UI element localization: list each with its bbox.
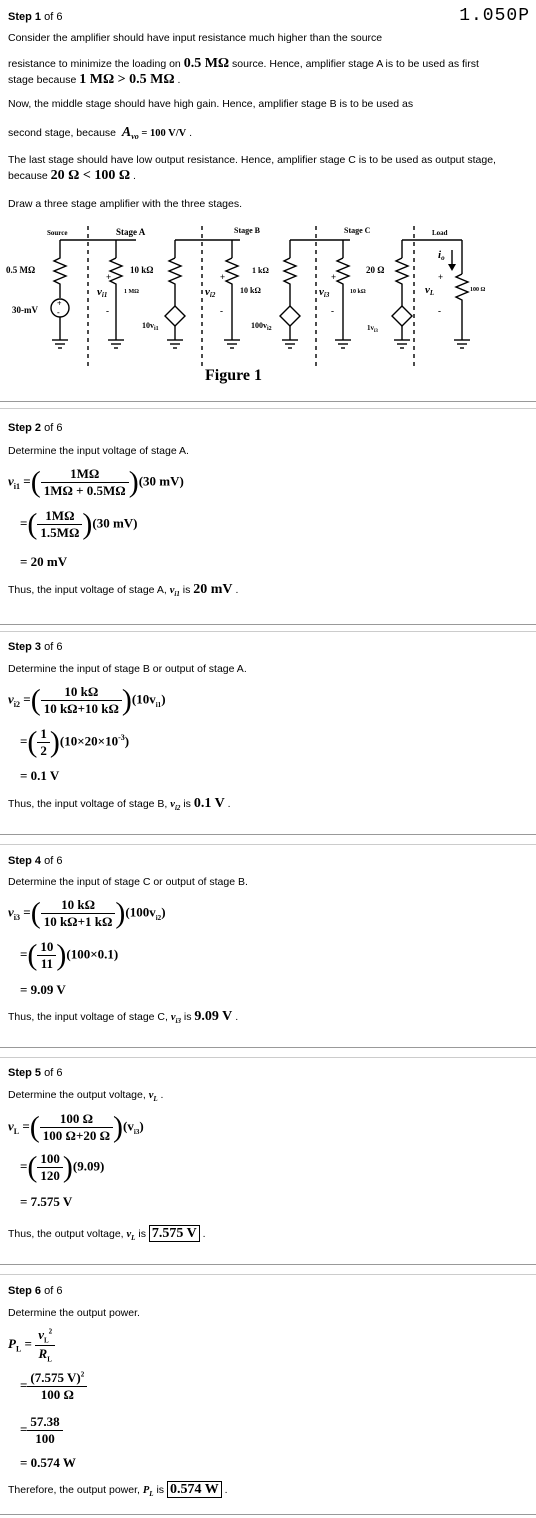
svg-text:10 kΩ: 10 kΩ — [240, 286, 261, 295]
separator — [0, 1057, 536, 1058]
step-1-line-3: stage because 1 MΩ > 0.5 MΩ . — [8, 72, 181, 87]
svg-text:+: + — [331, 272, 337, 282]
step-6-intro: Determine the output power. — [8, 1307, 140, 1319]
step-1-line-1: Consider the amplifier should have input resistance much higher than the source — [8, 32, 383, 44]
svg-text:Stage C: Stage C — [344, 226, 371, 235]
separator — [0, 408, 536, 409]
step-2-equation-2: =( $\frac{1M\Omega}{1.5M\Omega}$ )(30 mV) — [20, 507, 138, 541]
separator — [0, 401, 536, 402]
svg-text:+: + — [106, 272, 112, 282]
step-6-equation-1: $P_L$ = $\frac{v_L^2}{R_L}$ — [8, 1327, 55, 1363]
separator — [0, 1514, 536, 1515]
svg-text:-: - — [57, 308, 60, 317]
separator — [0, 1264, 536, 1265]
step-2-result: = 20 mV — [20, 554, 68, 569]
circuit-diagram — [0, 218, 536, 388]
svg-text:Figure 1: Figure 1 — [205, 367, 263, 384]
svg-text:30-mV: 30-mV — [12, 305, 38, 315]
step-6-equation-3: = $\frac{57.38}{100}$ — [20, 1414, 63, 1447]
step-6-header: Step 6 of 6 — [8, 1285, 63, 1297]
step-3-equation-2: =( $\frac{1}{2}$ )$(10\times 20\times 10^{-3})$ — [20, 725, 130, 759]
step-1-line-6: The last stage should have low output resistance. Hence, amplifier stage C is to be used as output stage, — [8, 154, 496, 166]
svg-text:10 kΩ: 10 kΩ — [350, 289, 366, 295]
svg-text:20 Ω: 20 Ω — [366, 265, 385, 275]
step-3-intro: Determine the input of stage B or output of stage A. — [8, 663, 247, 675]
step-5-equation-2: =( $\frac{100}{120}$ )(9.09) — [20, 1150, 105, 1184]
separator — [0, 834, 536, 835]
svg-text:-: - — [220, 306, 223, 316]
step-5-conclusion: Thus, the output voltage, $v_L$ is 7.575 V . — [8, 1226, 206, 1243]
step-4-header: Step 4 of 6 — [8, 855, 63, 867]
separator — [0, 631, 536, 632]
step-4-conclusion: Thus, the input voltage of stage C, $v_{i3}$ is 9.09 V . — [8, 1009, 239, 1026]
svg-text:100 Ω: 100 Ω — [470, 287, 486, 293]
svg-text:vL: vL — [425, 284, 435, 297]
svg-text:+: + — [220, 272, 226, 282]
svg-text:Load: Load — [432, 229, 448, 237]
step-5-equation-1: $v_L$ =( $\frac{100 \Omega}{100 \Omega+20 \Omega}$ )$(v_{i3})$ — [8, 1110, 144, 1144]
svg-text:-: - — [438, 306, 441, 316]
svg-text:10vi1: $10v_{i1}$ — [142, 321, 159, 332]
step-2-intro: Determine the input voltage of stage A. — [8, 445, 189, 457]
svg-text:vi2: vi2 — [205, 286, 216, 299]
step-3-conclusion: Thus, the input voltage of stage B, $v_{i2}$ is 0.1 V . — [8, 796, 231, 813]
step-3-result: = 0.1 V — [20, 768, 60, 783]
step-6-conclusion: Therefore, the output power, $P_L$ is 0.574 W . — [8, 1482, 228, 1499]
step-6-equation-2: = $\frac{(7.575 V)^2}{100 \Omega}$ — [20, 1370, 87, 1403]
svg-text:1vi3: $1v_{i3}$ — [367, 324, 378, 334]
separator — [0, 844, 536, 845]
svg-text:Stage A: Stage A — [116, 227, 146, 237]
step-4-equation-2: =( $\frac{10}{11}$ )(100×0.1) — [20, 938, 119, 972]
svg-text:10 kΩ: 10 kΩ — [130, 265, 154, 275]
svg-text:vi1: vi1 — [97, 286, 108, 299]
svg-text:vi3: vi3 — [319, 286, 330, 299]
svg-text:Source: Source — [47, 229, 68, 237]
step-1-line-4: Now, the middle stage should have high gain. Hence, amplifier stage B is to be used as — [8, 98, 414, 110]
step-1-line-7: because 20 Ω < 100 Ω . — [8, 168, 136, 183]
separator — [0, 1274, 536, 1275]
step-3-header: Step 3 of 6 — [8, 641, 63, 653]
svg-text:0.5 MΩ: 0.5 MΩ — [6, 265, 36, 275]
step-4-intro: Determine the input of stage C or output of stage B. — [8, 876, 248, 888]
step-5-answer-box: 7.575 V — [149, 1225, 200, 1242]
step-4-result: = 9.09 V — [20, 982, 66, 997]
step-1-line-5: second stage, because $A_{vo} = 100$ V/V . — [8, 125, 193, 142]
svg-text:-: - — [331, 306, 334, 316]
svg-text:Stage B: Stage B — [234, 226, 260, 235]
step-1-header: Step 1 of 6 — [8, 11, 63, 23]
step-6-answer-box: 0.574 W — [167, 1481, 222, 1498]
step-3-equation-1: $v_{i2}$ =( $\frac{10 k\Omega}{10 k\Omega+10 k\Omega}$ )$(10v_{i1})$ — [8, 683, 166, 717]
step-2-equation-1: $v_{i1}$ =( $\frac{1M\Omega}{1M\Omega + 0.5M\Omega}$ )(30 mV) — [8, 465, 184, 499]
svg-text:-: - — [106, 306, 109, 316]
step-5-header: Step 5 of 6 — [8, 1067, 63, 1079]
svg-text:100vi2: $100v_{i2}$ — [251, 321, 272, 332]
separator — [0, 1047, 536, 1048]
svg-text:+: + — [438, 272, 444, 282]
svg-text:+: + — [57, 299, 62, 308]
step-1-line-8: Draw a three stage amplifier with the three stages. — [8, 198, 243, 210]
svg-text:1 kΩ: 1 kΩ — [252, 266, 269, 275]
step-4-equation-1: $v_{i3}$ =( $\frac{10 k\Omega}{10 k\Omega+1 k\Omega}$ )$(100v_{i2})$ — [8, 896, 166, 930]
problem-id: 1.050P — [459, 6, 530, 26]
step-2-header: Step 2 of 6 — [8, 422, 63, 434]
step-2-conclusion: Thus, the input voltage of stage A, $v_{i1}$ is 20 mV . — [8, 582, 239, 599]
step-1-line-2: resistance to minimize the loading on 0.5 MΩ source. Hence, amplifier stage A is to be used as first — [8, 56, 479, 71]
svg-text:1 MΩ: 1 MΩ — [124, 289, 139, 295]
step-5-intro: Determine the output voltage, $v_L$ . — [8, 1089, 164, 1104]
step-5-result: = 7.575 V — [20, 1194, 73, 1209]
step-6-result: = 0.574 W — [20, 1455, 76, 1470]
separator — [0, 624, 536, 625]
svg-text:io: io — [438, 249, 445, 262]
